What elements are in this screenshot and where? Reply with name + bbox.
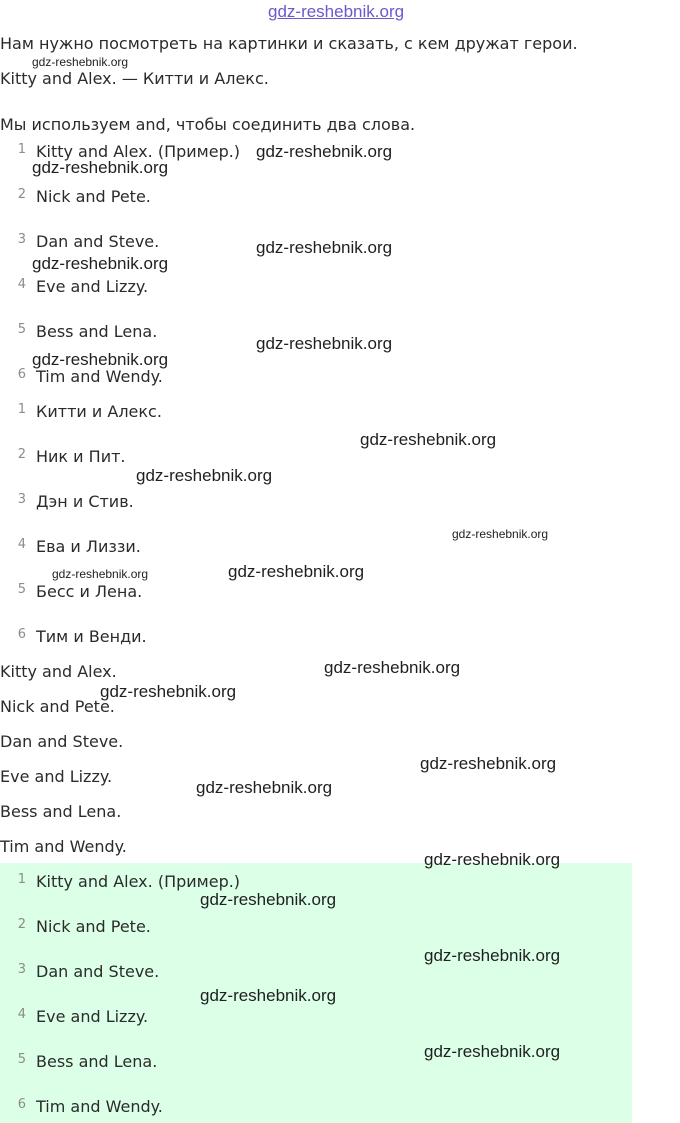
watermark: gdz-reshebnik.org [424, 1042, 561, 1061]
item-text: Nick and Pete. [36, 917, 151, 936]
item-number: 3 [17, 492, 26, 507]
item-number: 4 [17, 1007, 26, 1022]
plain-line: Nick and Pete. [0, 697, 115, 716]
watermark: gdz-reshebnik.org [32, 55, 129, 69]
item-text: Дэн и Стив. [36, 492, 134, 511]
watermark: gdz-reshebnik.org [256, 142, 393, 161]
item-text: Kitty and Alex. (Пример.) [36, 872, 241, 891]
item-text: Ева и Лиззи. [36, 537, 141, 556]
item-text: Бесс и Лена. [36, 582, 143, 601]
site-link[interactable]: gdz-reshebnik.org [268, 2, 405, 21]
plain-line: Kitty and Alex. [0, 662, 117, 681]
watermark: gdz-reshebnik.org [200, 986, 337, 1005]
item-text: Тим и Венди. [36, 627, 147, 646]
item-text: Dan and Steve. [36, 232, 160, 251]
item-text: Ник и Пит. [36, 447, 126, 466]
item-text: Eve and Lizzy. [36, 1007, 149, 1026]
item-number: 5 [17, 582, 26, 597]
item-number: 2 [17, 447, 26, 462]
watermark: gdz-reshebnik.org [32, 158, 169, 177]
watermark: gdz-reshebnik.org [324, 658, 461, 677]
item-number: 2 [17, 917, 26, 932]
watermark: gdz-reshebnik.org [424, 850, 561, 869]
item-number: 5 [17, 1052, 26, 1067]
item-text: Kitty and Alex. (Пример.) [36, 142, 241, 161]
item-number: 6 [17, 367, 26, 382]
plain-line: Dan and Steve. [0, 732, 124, 751]
intro-line-1: Нам нужно посмотреть на картинки и сказать, с кем дружат герои. [0, 34, 578, 53]
item-number: 3 [17, 232, 26, 247]
item-number: 4 [17, 537, 26, 552]
item-number: 1 [17, 402, 26, 417]
watermark: gdz-reshebnik.org [256, 334, 393, 353]
intro-line-3: Мы используем and, чтобы соединить два слова. [0, 115, 416, 134]
watermark: gdz-reshebnik.org [420, 754, 557, 773]
watermark: gdz-reshebnik.org [200, 890, 337, 909]
item-number: 6 [17, 627, 26, 642]
watermark: gdz-reshebnik.org [452, 527, 549, 541]
watermark: gdz-reshebnik.org [196, 778, 333, 797]
item-number: 4 [17, 277, 26, 292]
item-text: Eve and Lizzy. [36, 277, 149, 296]
item-number: 1 [17, 142, 26, 157]
watermark: gdz-reshebnik.org [52, 567, 149, 581]
watermark: gdz-reshebnik.org [32, 254, 169, 273]
item-number: 5 [17, 322, 26, 337]
watermark: gdz-reshebnik.org [360, 430, 497, 449]
item-number: 1 [17, 872, 26, 887]
item-text: Китти и Алекс. [36, 402, 162, 421]
watermark: gdz-reshebnik.org [424, 946, 561, 965]
item-text: Dan and Steve. [36, 962, 160, 981]
item-text: Tim and Wendy. [36, 1097, 163, 1116]
intro-line-2: Kitty and Alex. — Китти и Алекс. [0, 69, 269, 88]
watermark: gdz-reshebnik.org [256, 238, 393, 257]
plain-line: Bess and Lena. [0, 802, 122, 821]
watermark: gdz-reshebnik.org [100, 682, 237, 701]
item-number: 6 [17, 1097, 26, 1112]
watermark: gdz-reshebnik.org [32, 350, 169, 369]
watermark: gdz-reshebnik.org [228, 562, 365, 581]
item-number: 3 [17, 962, 26, 977]
item-text: Nick and Pete. [36, 187, 151, 206]
plain-line: Tim and Wendy. [0, 837, 127, 856]
item-text: Bess and Lena. [36, 322, 158, 341]
watermark: gdz-reshebnik.org [136, 466, 273, 485]
item-number: 2 [17, 187, 26, 202]
item-text: Bess and Lena. [36, 1052, 158, 1071]
item-text: Tim and Wendy. [36, 367, 163, 386]
plain-line: Eve and Lizzy. [0, 767, 113, 786]
